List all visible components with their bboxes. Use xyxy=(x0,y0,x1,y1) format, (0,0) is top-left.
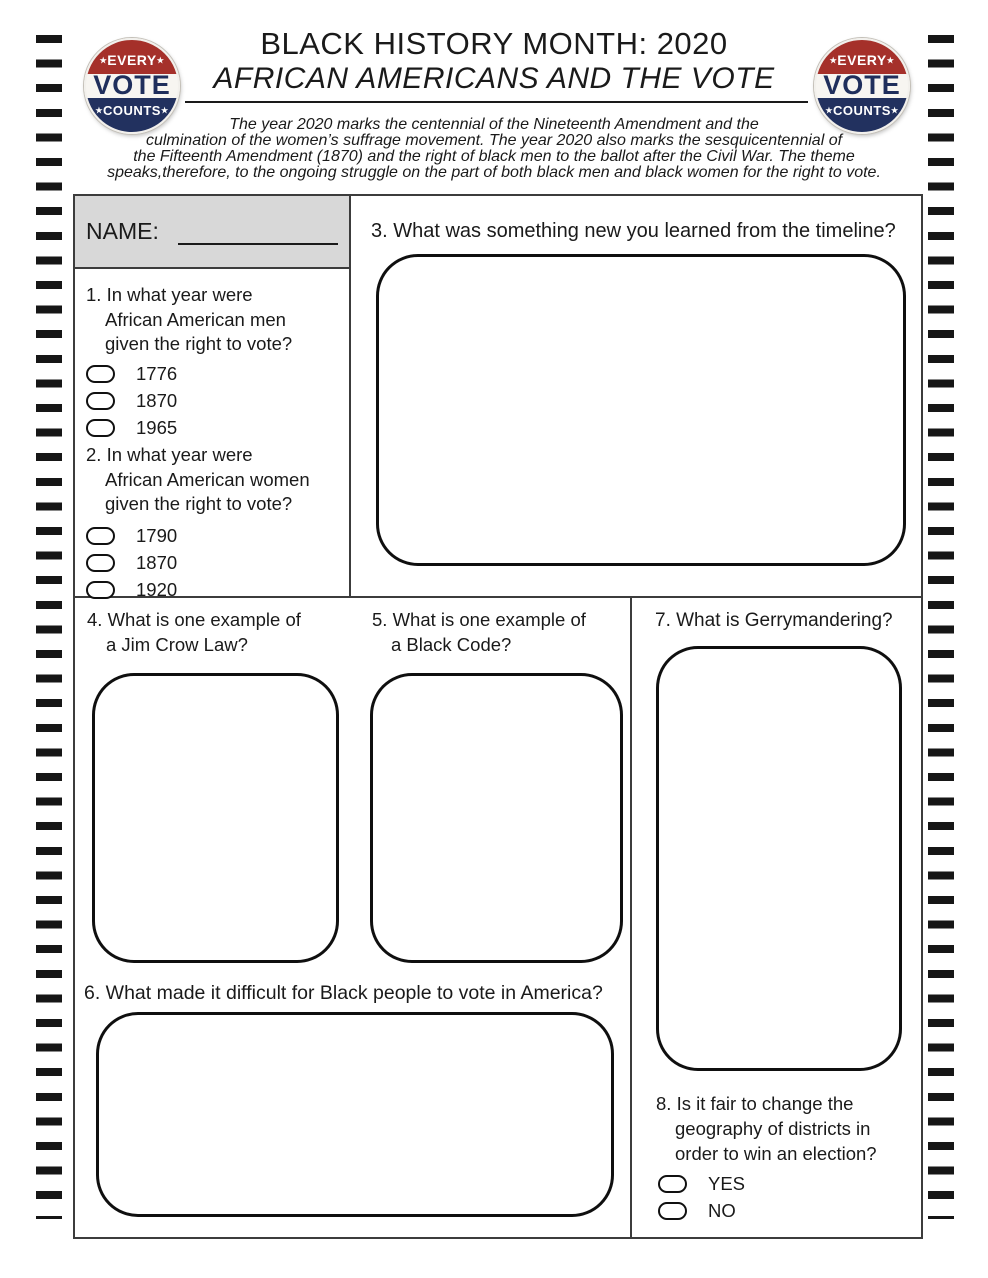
question-5-answer-box[interactable] xyxy=(370,673,623,963)
answer-bubble-1870[interactable] xyxy=(86,392,115,410)
answer-bubble-1920[interactable] xyxy=(86,581,115,599)
name-input-line[interactable] xyxy=(178,218,338,245)
question-8-options xyxy=(658,1170,745,1224)
option-row xyxy=(86,360,177,387)
star-icon: ★ xyxy=(829,56,838,65)
option-label: 1870 xyxy=(136,551,178,573)
star-icon: ★ xyxy=(825,106,834,115)
name-label: NAME: xyxy=(86,218,159,244)
intro-line: speaks,therefore, to the ongoing struggle on the part of both black men and black women for the right to vote. xyxy=(107,164,881,181)
option-row xyxy=(86,387,177,414)
badge-vote-text: VOTE xyxy=(823,70,901,100)
answer-bubble-1776[interactable] xyxy=(86,365,115,383)
answer-bubble-1870[interactable] xyxy=(86,554,115,572)
option-label: NO xyxy=(708,1199,736,1221)
option-label: YES xyxy=(708,1172,746,1194)
answer-bubble-1965[interactable] xyxy=(86,419,115,437)
option-label: 1920 xyxy=(136,578,178,600)
question-1-label: 1. In what year were African American men given the right to vote? xyxy=(86,284,293,354)
answer-bubble-no[interactable] xyxy=(658,1202,687,1220)
question-6-label: 6. What made it difficult for Black people to vote in America? xyxy=(84,982,603,1004)
option-row xyxy=(86,522,177,549)
option-label: 1965 xyxy=(136,416,178,438)
badge-bottom-text: ★COUNTS★ xyxy=(825,103,899,118)
question-4-label: 4. What is one example of a Jim Crow Law? xyxy=(87,609,301,655)
question-6-answer-box[interactable] xyxy=(96,1012,614,1217)
badge-bottom-text: ★COUNTS★ xyxy=(95,103,169,118)
star-icon: ★ xyxy=(156,56,165,65)
star-icon: ★ xyxy=(160,106,169,115)
page-title: BLACK HISTORY MONTH: 2020 xyxy=(260,26,728,61)
badge-top-text: ★EVERY★ xyxy=(99,52,165,68)
badge-vote-text: VOTE xyxy=(93,70,171,100)
intro-line: culmination of the women’s suffrage movement. The year 2020 also marks the sesquicentennial of xyxy=(145,132,843,149)
question-4-answer-box[interactable] xyxy=(92,673,339,963)
question-1-options xyxy=(86,360,177,441)
option-row xyxy=(86,414,177,441)
option-row xyxy=(86,576,177,603)
question-3-label: 3. What was something new you learned from the timeline? xyxy=(371,220,896,242)
star-icon: ★ xyxy=(886,56,895,65)
question-5-label: 5. What is one example of a Black Code? xyxy=(372,609,586,655)
intro-line: The year 2020 marks the centennial of the Nineteenth Amendment and the xyxy=(229,116,759,133)
option-label: 1776 xyxy=(136,362,178,384)
cell-divider-horizontal xyxy=(75,596,921,598)
question-3-answer-box[interactable] xyxy=(376,254,906,566)
star-icon: ★ xyxy=(95,106,104,115)
page-subtitle: AFRICAN AMERICANS AND THE VOTE xyxy=(213,62,775,95)
star-icon: ★ xyxy=(890,106,899,115)
question-2-options xyxy=(86,522,177,603)
question-2-label: 2. In what year were African American women given the right to vote? xyxy=(86,444,310,514)
option-row xyxy=(658,1197,745,1224)
name-header xyxy=(75,196,349,269)
title-divider xyxy=(185,101,808,103)
question-7-answer-box[interactable] xyxy=(656,646,902,1071)
option-row xyxy=(658,1170,745,1197)
intro-line: the Fifteenth Amendment (1870) and the right of black men to the ballot after the Civil War. The theme xyxy=(133,148,855,165)
star-icon: ★ xyxy=(99,56,108,65)
option-row xyxy=(86,549,177,576)
option-label: 1790 xyxy=(136,524,178,546)
cell-divider-vertical-2 xyxy=(630,598,632,1237)
intro-paragraph xyxy=(0,117,988,181)
option-label: 1870 xyxy=(136,389,178,411)
cell-divider-vertical-1 xyxy=(349,196,351,596)
answer-bubble-1790[interactable] xyxy=(86,527,115,545)
badge-top-text: ★EVERY★ xyxy=(829,52,895,68)
answer-bubble-yes[interactable] xyxy=(658,1175,687,1193)
ballot-timing-marks-left xyxy=(36,35,62,1219)
answer-sheet xyxy=(73,194,923,1239)
question-8-label: 8. Is it fair to change the geography of districts in order to win an election? xyxy=(656,1093,877,1164)
ballot-timing-marks-right xyxy=(928,35,954,1219)
question-7-label: 7. What is Gerrymandering? xyxy=(655,610,893,631)
